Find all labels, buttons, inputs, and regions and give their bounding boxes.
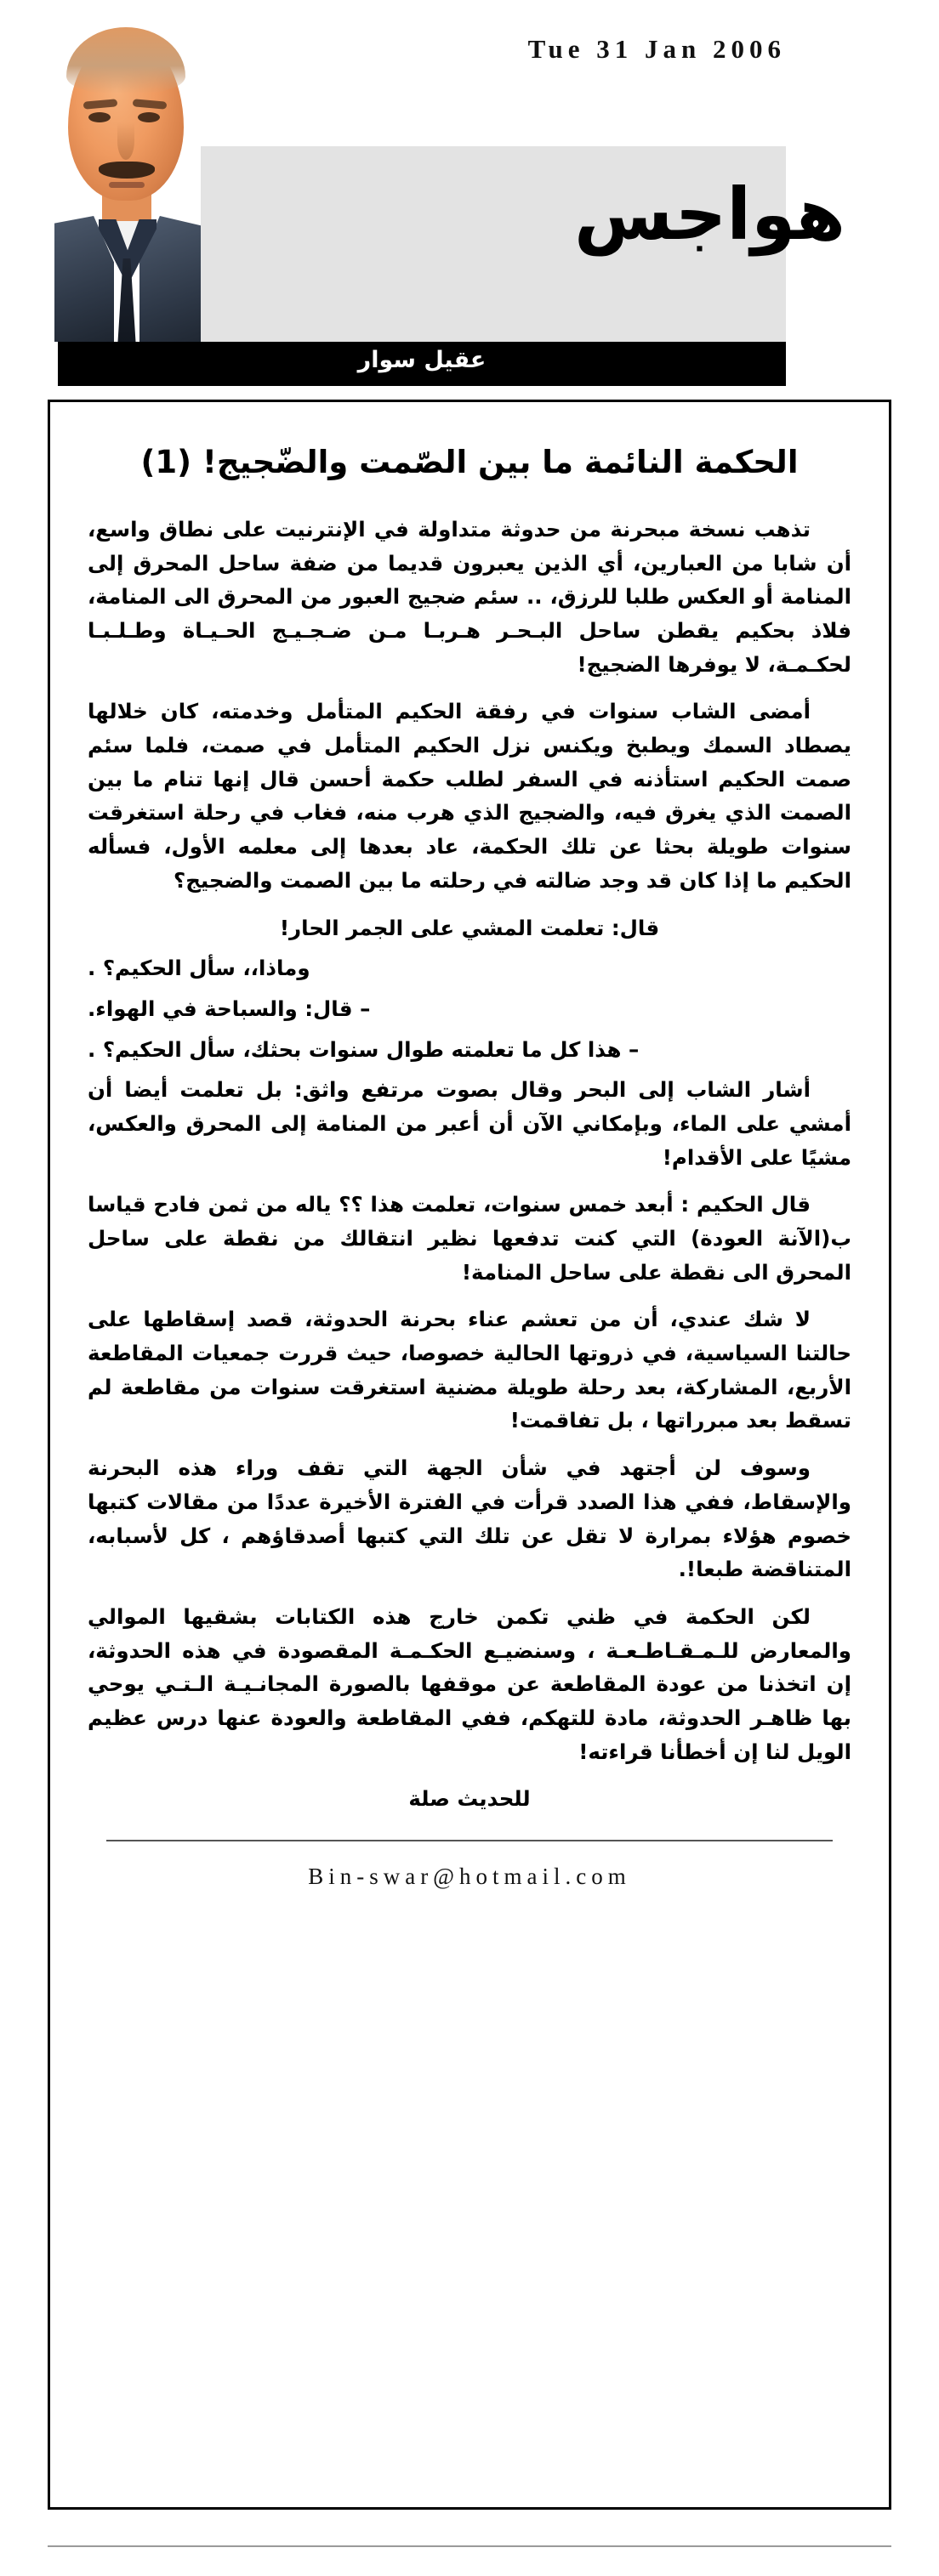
article-paragraph: قال الحكيم : أبعد خمس سنوات، تعلمت هذا ؟؟ ياله من ثمن فادح قياسا ب(الآنة العودة) التي كنت تدفعها نظير انتقالك من نقطة على ساحل المحرق الى نقطة على ساحل المنامة! [88, 1192, 851, 1285]
article-body [88, 513, 851, 1816]
page-bottom-divider [48, 2545, 891, 2547]
portrait-eye-left [88, 112, 111, 122]
article-headline: الحكمة النائمة ما بين الصّمت والضّجيج! (1) [140, 444, 799, 480]
column-title: هواجس [574, 173, 845, 256]
portrait-mouth [109, 182, 145, 188]
article-paragraph: – قال: والسباحة في الهواء. [88, 996, 371, 1021]
portrait-eye-right [138, 112, 160, 122]
author-portrait-image [54, 19, 201, 342]
article-paragraph: أشار الشاب إلى البحر وقال بصوت مرتفع واثق: بل تعلمت أيضا أن أمشي على الماء، وبإمكاني الآن أن أعبر من المنامة إلى المحرق والعكس، مشيًا على الأقدام! [88, 1077, 851, 1170]
article-paragraph: تذهب نسخة مبحرنة من حدوثة متداولة في الإنترنيت على نطاق واسع، أن شابا من العبارين، أي الذين يعبرون قديما من ضفة ساحل المحرق إلى المنامة أو العكس طلبا للرزق، .. سئم ضجيج العبور من المحرق الى المنامة، فلاذ بحكيم يقطن ساحل البـحـر هـربـا مـن ضـجـيـج الحـيـاة وطـلـبـا لحكـمـة، لا يوفرها الضجيج! [88, 516, 851, 677]
article-paragraph: لكن الحكمة في ظني تكمن خارج هذه الكتابات بشقيها الموالي والمعارض للـمـقـاطـعـة ، وسنضيـع الحكـمـة المقصودة في هذه الحدوثة، إن اتخذنا من عودة المقاطعة عن موقفها بالصورة المجانـيـة الـتـي يوحي بها ظاهـر الحدوثة، مادة للتهكم، ففي المقاطعة والعودة عنها درس عظيم الويل لنا إن أخطأنا قراءته! [88, 1603, 851, 1764]
masthead [0, 0, 939, 400]
author-name-bar [58, 342, 786, 386]
portrait-moustache [99, 162, 155, 179]
article-paragraph: أمضى الشاب سنوات في رفقة الحكيم المتأمل وخدمته، كان خلالها يصطاد السمك ويطبخ ويكنس نزل الحكيم المتأمل في صمت، فلما سئم صمت الحكيم استأذنه في السفر لطلب حكمة أحسن قال إنها تنام ما بين الصمت الذي يغرق فيه، والضجيج الذي هرب منه، فغاب في رحلة استغرقت سنوات طويلة بحثا عن تلك الحكمة، عاد بعدها إلى معلمه الأول، فسأله الحكيم ما إذا كان قد وجد ضالته في رحلته ما بين الصمت والضجيج؟ [88, 699, 851, 893]
footer-divider [106, 1840, 833, 1841]
author-name: عقيل سوار [357, 347, 487, 373]
article-paragraph: وماذا،، سأل الحكيم؟ . [88, 956, 310, 981]
author-email[interactable]: Bin-swar@hotmail.com [308, 1864, 631, 1889]
article-paragraph: للحديث صلة [408, 1786, 531, 1812]
article-paragraph: – هذا كل ما تعلمته طوال سنوات بحثك، سأل الحكيم؟ . [88, 1036, 640, 1062]
article-paragraph: وسوف لن أجتهد في شأن الجهة التي تقف وراء هذه البحرنة والإسقاط، ففي هذا الصدد قرأت في الفترة الأخيرة عددًا من مقالات كتبها خصوم هؤلاء بمرارة لا تقل عن تلك التي كتبها أصدقاؤهم ، كل لأسبابه، المتناقضة طبعا!. [88, 1455, 851, 1582]
author-photo [54, 19, 201, 342]
article-paragraph: قال: تعلمت المشي على الجمر الحار! [279, 915, 660, 940]
article-container [48, 400, 891, 2510]
portrait-nose [117, 122, 134, 160]
publication-date: Tue 31 Jan 2006 [527, 34, 786, 64]
article-paragraph: لا شك عندي، أن من تعشم عناء بحرنة الحدوثة، قصد إسقاطها على حالتنا السياسية، في ذروتها الحالية خصوصا، حيث قررت جمعيات المقاطعة الأربع، المشاركة، بعد رحلة طويلة مضنية استغرقت سنوات من مقاطعة لم تسقط بعد مبرراتها ، بل تفاقمت! [88, 1307, 851, 1433]
